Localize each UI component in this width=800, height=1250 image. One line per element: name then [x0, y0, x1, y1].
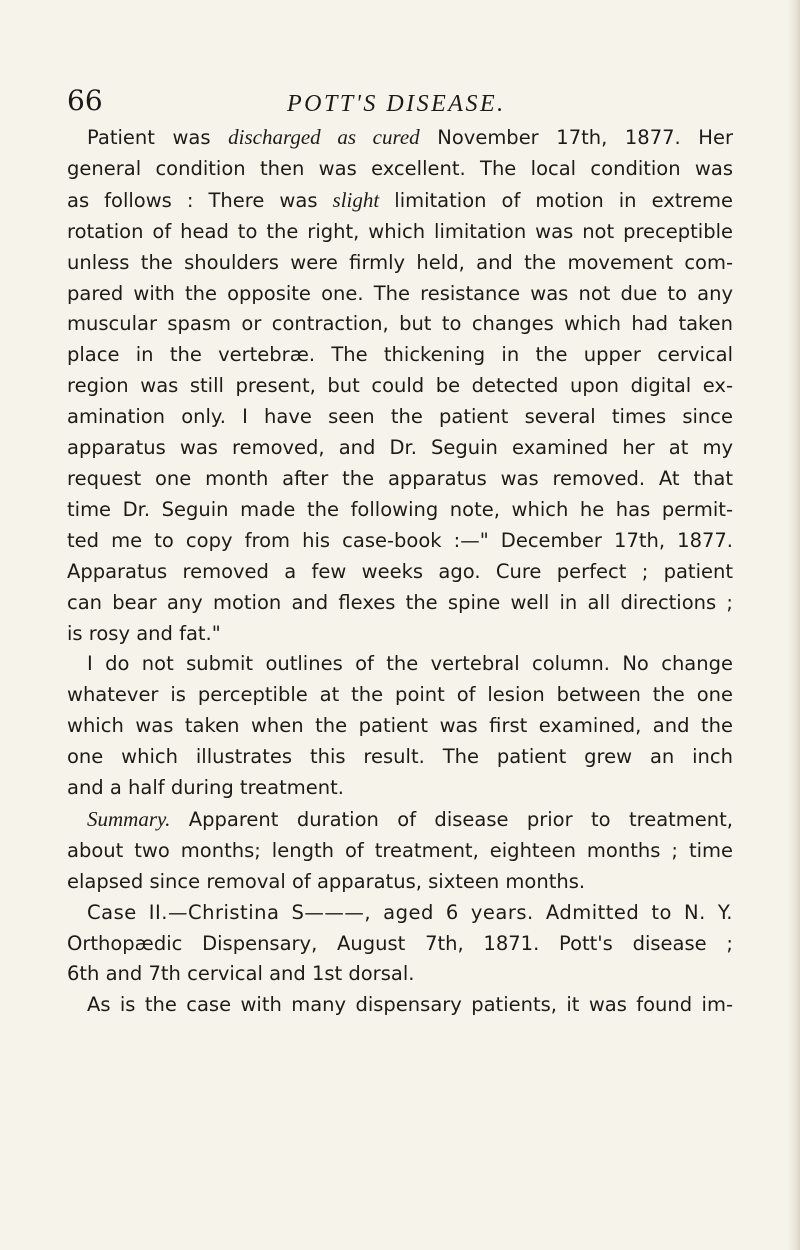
text-line: as follows : There was slight limitation of motion in extreme [67, 187, 733, 212]
emphasis: discharged as cured [228, 125, 420, 149]
text-line: Patient was discharged as cured November 17th, 1877. Her [87, 125, 733, 149]
text-line: time Dr. Seguin made the following note, which he has permit- [67, 497, 733, 521]
text-line: pared with the opposite one. The resistance was not due to any [67, 281, 733, 305]
text-line: Case II.—Christina S———, aged 6 years. Admitted to N. Y. [87, 900, 733, 924]
text-line: elapsed since removal of apparatus, sixteen months. [67, 869, 586, 893]
text-line: is rosy and fat." [67, 621, 221, 645]
text-line: region was still present, but could be detected upon digital ex- [67, 374, 733, 398]
text-line: Summary. Apparent duration of disease prior to treatment, [87, 806, 733, 831]
text-line: about two months; length of treatment, eighteen months ; time [67, 838, 733, 862]
text-line: Orthopædic Dispensary, August 7th, 1871. Pott's disease ; [67, 931, 733, 955]
text-line: Apparatus removed a few weeks ago. Cure perfect ; patient [67, 559, 733, 583]
page-number: 66 [67, 84, 103, 117]
text-line: 6th and 7th cervical and 1st dorsal. [67, 962, 415, 986]
text-line: can bear any motion and flexes the spine well in all directions ; [67, 590, 733, 614]
text-line: I do not submit outlines of the vertebral column. No change [87, 652, 733, 676]
page-edge-shadow [788, 0, 800, 1250]
emphasis: Summary. [87, 806, 171, 831]
emphasis: slight [332, 187, 380, 212]
text-line: whatever is perceptible at the point of lesion between the one [67, 683, 733, 707]
text-line: request one month after the apparatus was removed. At that [67, 466, 733, 490]
text-line: apparatus was removed, and Dr. Seguin examined her at my [67, 436, 733, 460]
body-text [67, 122, 733, 1021]
text-line: amination only. I have seen the patient several times since [67, 405, 733, 429]
running-title: POTT'S DISEASE. [287, 91, 506, 117]
text-line: unless the shoulders were firmly held, and the movement com- [67, 250, 733, 274]
text-line: place in the vertebræ. The thickening in the upper cervical [67, 343, 733, 367]
text-line: one which illustrates this result. The patient grew an inch [67, 745, 733, 769]
text-line: rotation of head to the right, which limitation was not preceptible [67, 219, 733, 243]
text-line: general condition then was excellent. The local condition was [67, 156, 733, 180]
text-line: As is the case with many dispensary patients, it was found im- [87, 993, 733, 1017]
text-line: and a half during treatment. [67, 776, 344, 800]
text-line: muscular spasm or contraction, but to changes which had taken [67, 312, 733, 336]
text-line: ted me to copy from his case-book :—" December 17th, 1877. [67, 528, 733, 552]
running-head [67, 84, 747, 124]
text-line: which was taken when the patient was first examined, and the [67, 714, 733, 738]
